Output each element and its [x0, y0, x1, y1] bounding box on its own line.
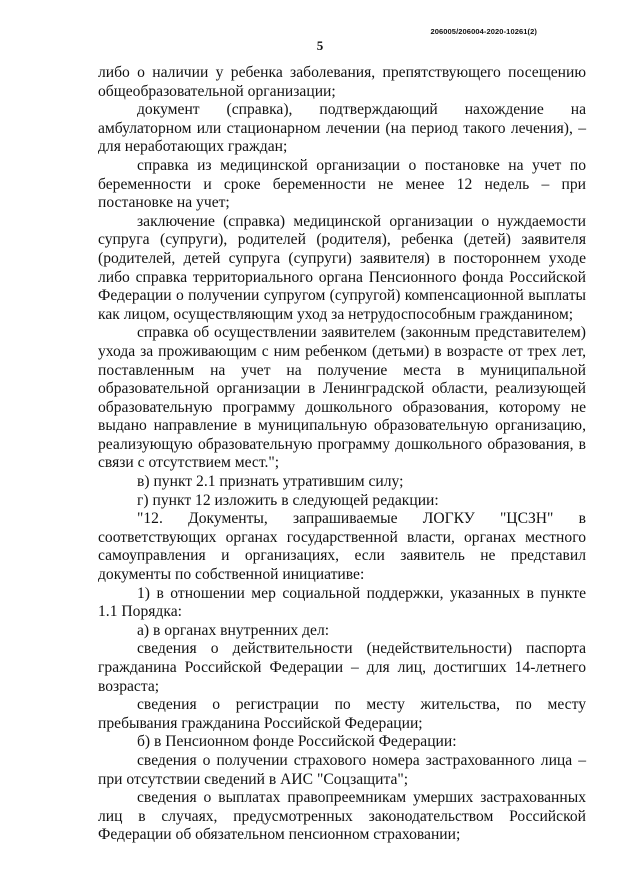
- paragraph: а) в органах внутренних дел:: [137, 621, 330, 639]
- paragraph: документ (справка), подтверждающий нахождение на амбулаторном или стационарном лечении (на период такого лечения), – для неработающих граждан;: [98, 101, 586, 156]
- paragraph: 1) в отношении мер социальной поддержки, указанных в пункте 1.1 Порядка:: [98, 584, 586, 621]
- paragraph: "12. Документы, запрашиваемые ЛОГКУ "ЦСЗН" в соответствующих органах государственной власти, органах местного самоуправления и организациях, если заявитель не представил документы по собственной инициативе:: [98, 510, 586, 584]
- paragraph: сведения о выплатах правопреемникам умерших застрахованных лиц в случаях, предусмотренных законодательством Российской Федерации об обязательном пенсионном страховании;: [98, 789, 586, 844]
- paragraph: справка об осуществлении заявителем (законным представителем) ухода за проживающим с ним ребенком (детьми) в возрасте от трех лет, поставленным на учет на получение места в муниципальной образовательной организации в Ленинградской области, реализующей образовательную программу дошкольного образования, которому не выдано направление в муниципальную образовательную организацию, реализующую образовательную программу дошкольного образования, в связи с отсутствием мест.";: [98, 324, 586, 472]
- page-number: 5: [316, 38, 324, 53]
- paragraph: г) пункт 12 изложить в следующей редакции:: [137, 491, 439, 509]
- paragraph: б) в Пенсионном фонде Российской Федерации:: [137, 733, 457, 751]
- paragraph: справка из медицинской организации о постановке на учет по беременности и сроке беременности не менее 12 недель – при постановке на учет;: [98, 156, 586, 212]
- paragraph: заключение (справка) медицинской организации о нуждаемости супруга (супруги), родителей (родителя), ребенка (детей) заявителя (родителей, детей супруга (супруги) заявителя) в постороннем уходе либо справка территориального органа Пенсионного фонда Российской Федерации о получении супругом (супругой) компенсационной выплаты как лицом, осуществляющим уход за нетрудоспособным гражданином;: [98, 212, 586, 323]
- paragraph: сведения о регистрации по месту жительства, по месту пребывания гражданина Российской Федерации;: [98, 696, 586, 732]
- paragraph: либо о наличии у ребенка заболевания, препятствующего посещению общеобразовательной организации;: [98, 64, 586, 100]
- paragraph: в) пункт 2.1 признать утратившим силу;: [137, 473, 404, 491]
- paragraph: сведения о действительности (недействительности) паспорта гражданина Российской Федерации – для лиц, достигших 14-летнего возраста;: [98, 640, 586, 695]
- document-id: 206005/206004-2020-10261(2): [430, 27, 537, 36]
- document-body: [98, 64, 586, 845]
- paragraph: сведения о получении страхового номера застрахованного лица – при отсутствии сведений в АИС "Соцзащита";: [98, 751, 586, 788]
